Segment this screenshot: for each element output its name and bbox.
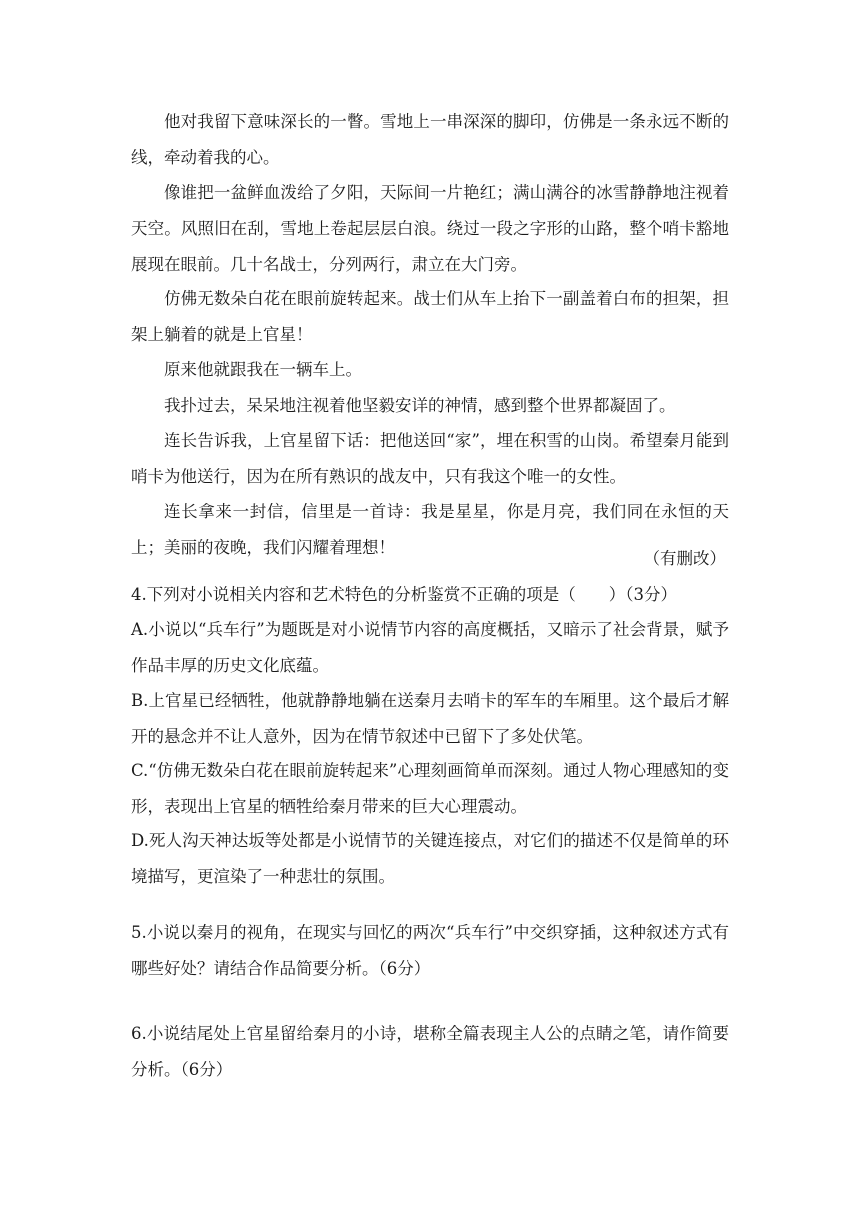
source-note: （有删改） — [643, 549, 726, 568]
passage-paragraph-1: 他对我留下意味深长的一瞥。雪地上一串深深的脚印，仿佛是一条永远不断的线，牵动着我的心。 — [131, 112, 729, 167]
passage-paragraph-4: 原来他就跟我在一辆车上。 — [164, 360, 362, 379]
question-5: 5.小说以秦月的视角，在现实与回忆的两次“兵车行”中交织穿插，这种叙述方式有哪些好处？请结合作品简要分析。（6分） — [131, 923, 729, 978]
question-4-option-d: D.死人沟天神达坂等处都是小说情节的关键连接点，对它们的描述不仅是简单的环境描写，更渲染了一种悲壮的氛围。 — [131, 831, 729, 886]
question-4-stem: 4.下列对小说相关内容和艺术特色的分析鉴赏不正确的项是（ ）（3分） — [131, 585, 677, 604]
passage-paragraph-6: 连长告诉我，上官星留下话：把他送回“家”，埋在积雪的山岗。希望秦月能到哨卡为他送行，因为在所有熟识的战友中，只有我这个唯一的女性。 — [131, 431, 729, 486]
question-4-option-a: A.小说以“兵车行”为题既是对小说情节内容的高度概括，又暗示了社会背景，赋予作品丰厚的历史文化底蕴。 — [131, 620, 729, 675]
passage-paragraph-7: 连长拿来一封信，信里是一首诗：我是星星，你是月亮，我们同在永恒的天上；美丽的夜晚，我们闪耀着理想！ — [131, 502, 729, 557]
question-6: 6.小说结尾处上官星留给秦月的小诗，堪称全篇表现主人公的点睛之笔，请作简要分析。（6分） — [131, 1024, 729, 1079]
passage-paragraph-3: 仿佛无数朵白花在眼前旋转起来。战士们从车上抬下一副盖着白布的担架，担架上躺着的就是上官星！ — [131, 289, 729, 344]
question-4-option-c: C.“仿佛无数朵白花在眼前旋转起来”心理刻画简单而深刻。通过人物心理感知的变形，表现出上官星的牺牲给秦月带来的巨大心理震动。 — [131, 761, 729, 816]
passage-paragraph-5: 我扑过去，呆呆地注视着他坚毅安详的神情，感到整个世界都凝固了。 — [164, 396, 676, 415]
passage-paragraph-2: 像谁把一盆鲜血泼给了夕阳，天际间一片艳红；满山满谷的冰雪静静地注视着天空。风照旧在刮，雪地上卷起层层白浪。绕过一段之字形的山路，整个哨卡豁地展现在眼前。几十名战士，分列两行，肃立在大门旁。 — [131, 183, 729, 274]
question-4-option-b: B.上官星已经牺牲，他就静静地躺在送秦月去哨卡的军车的车厢里。这个最后才解开的悬念并不让人意外，因为在情节叙述中已留下了多处伏笔。 — [131, 691, 729, 746]
